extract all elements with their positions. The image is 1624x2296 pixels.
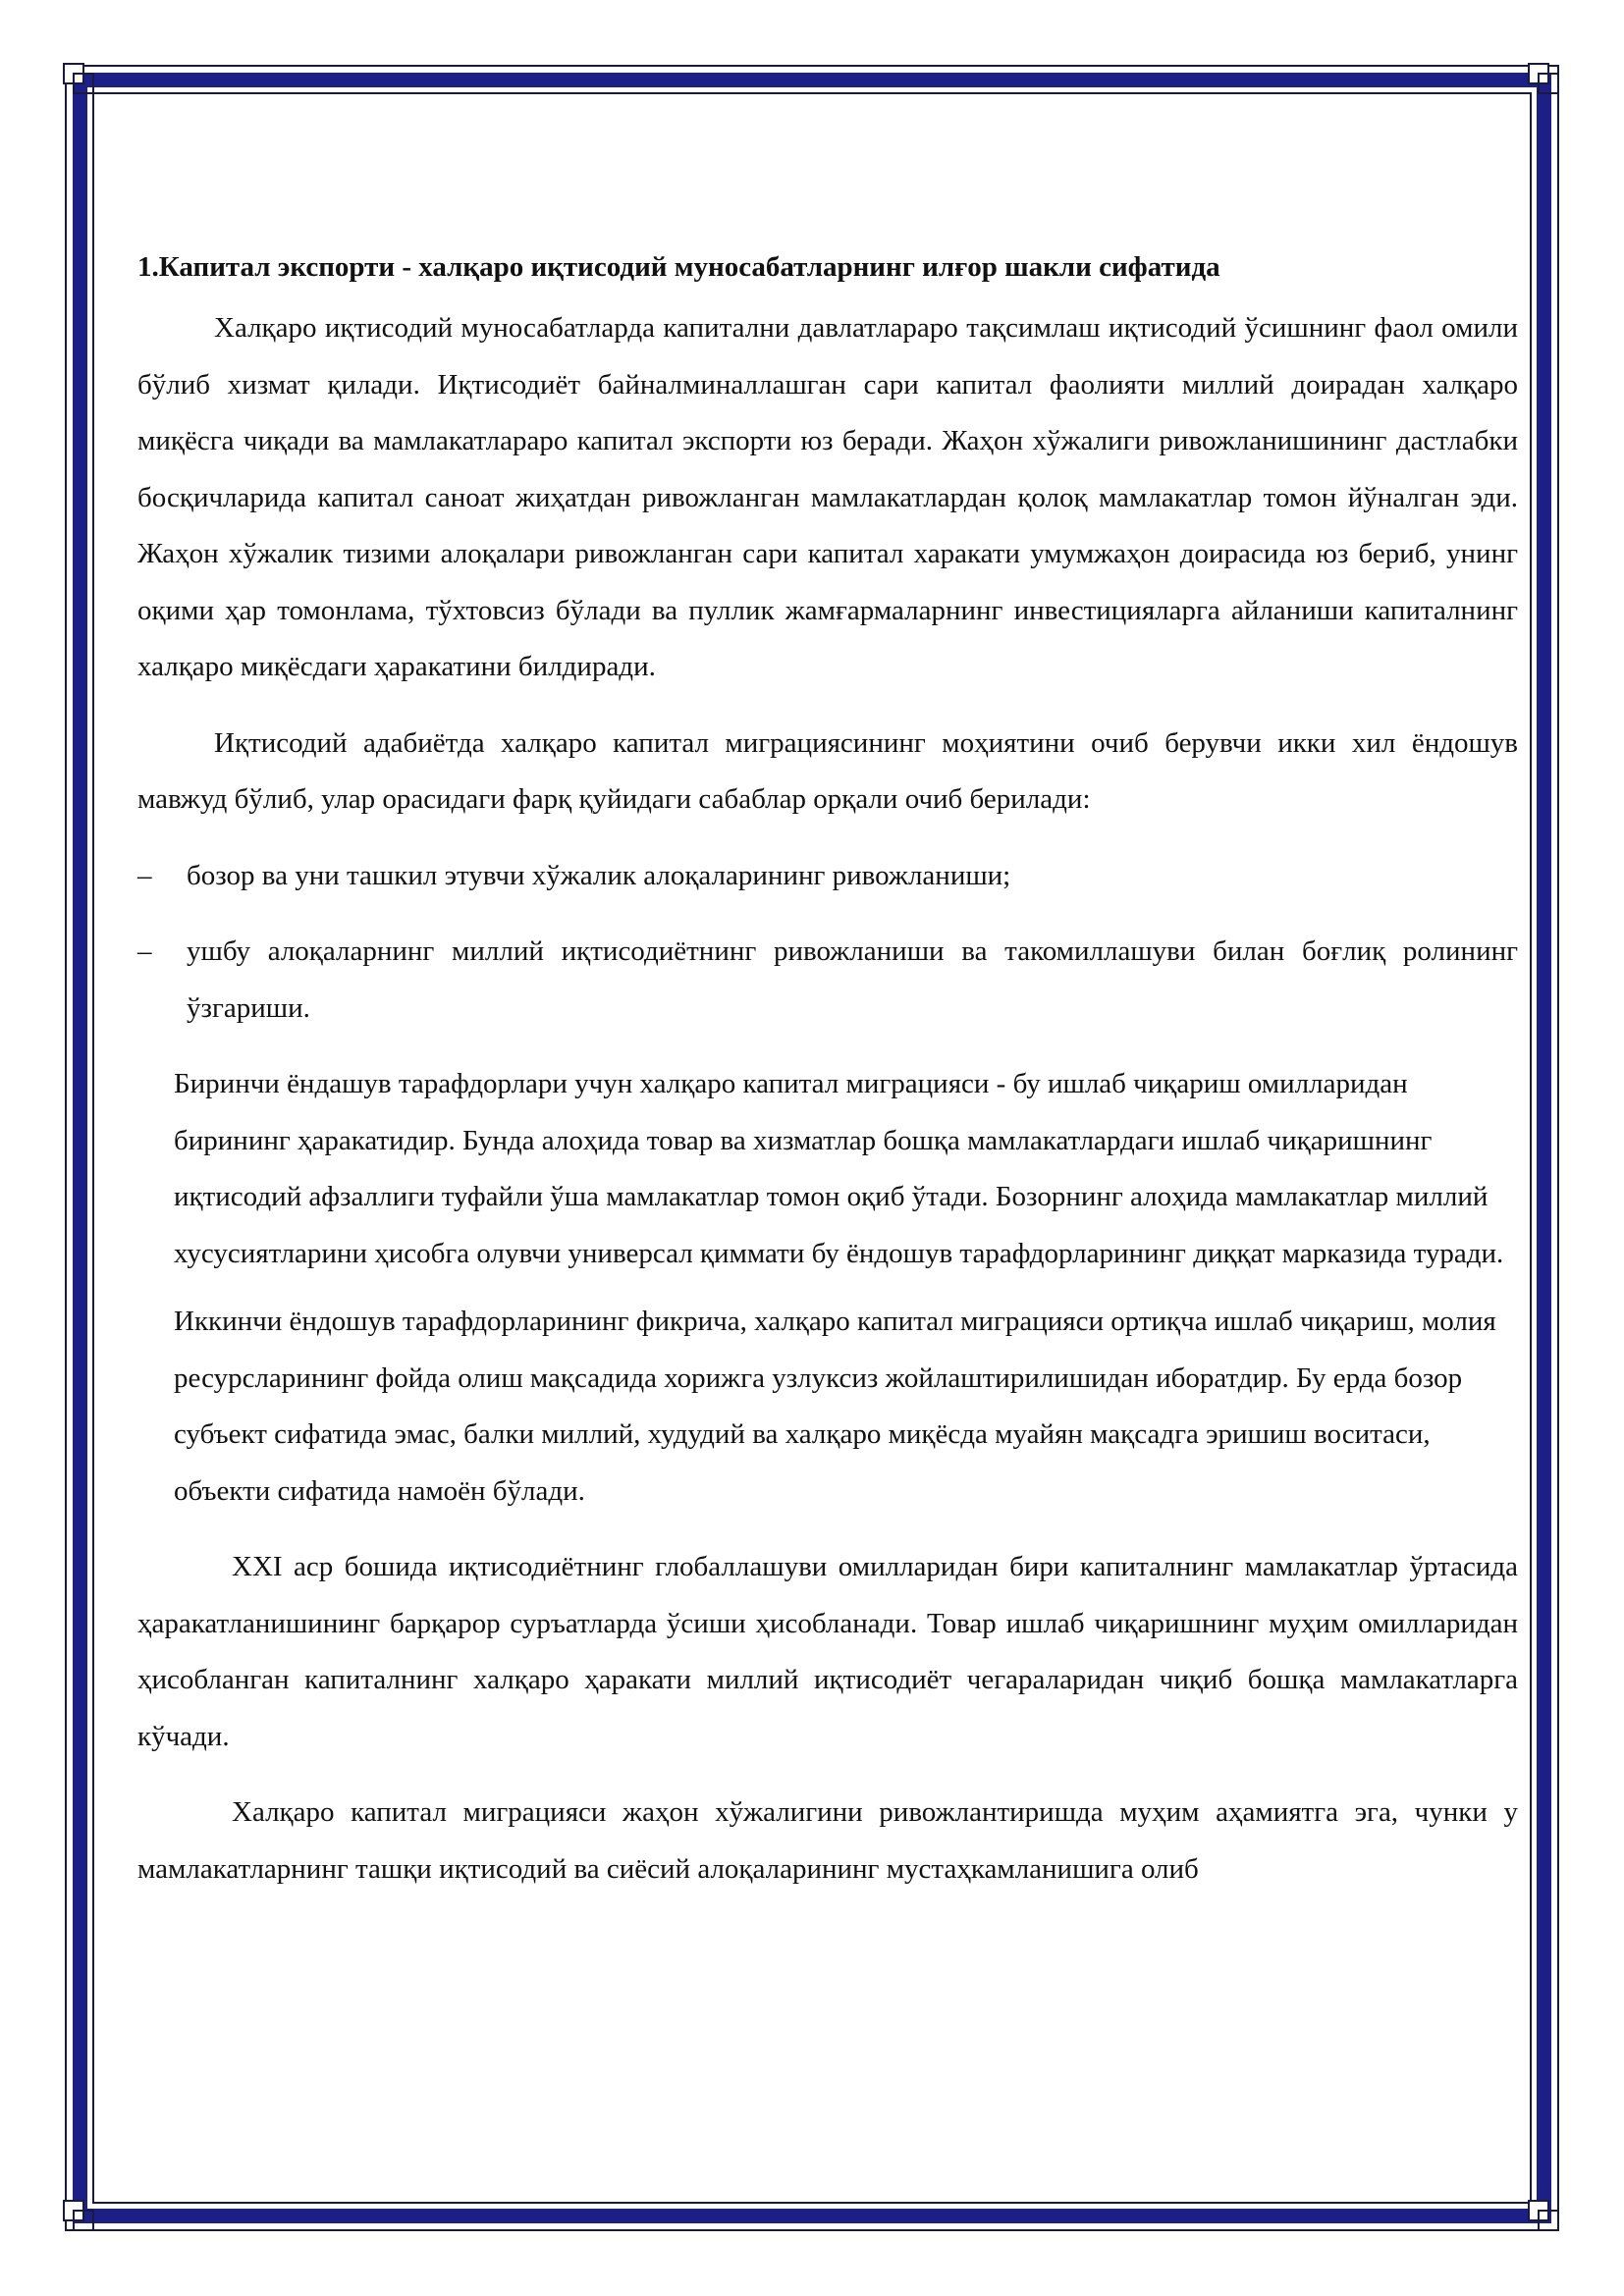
list-item-text: ушбу алоқаларнинг миллий иқтисодиётнинг ривожланиши ва такомиллашуви билан боғлиқ ролининг ўзгариши. bbox=[187, 935, 1518, 1024]
paragraph-5: XXI аср бошида иқтисодиётнинг глобаллашуви омилларидан бири капиталнинг мамлакатлар ўртасида ҳаракатланишининг барқарор суръатларда ўсиши ҳисобланади. Товар ишлаб чиқаришнинг муҳим омилларидан ҳисобланган капиталнинг халқаро ҳаракати миллий иқтисодиёт чегараларидан чиқиб бошқа мамлакатларга кўчади. bbox=[137, 1551, 1518, 1752]
list-item bbox=[137, 848, 1518, 905]
list-item bbox=[137, 924, 1518, 1037]
list-dash: – bbox=[137, 859, 152, 891]
list-dash: – bbox=[137, 935, 152, 967]
paragraph-1: Халқаро иқтисодий муносабатларда капитални давлатлараро тақсимлаш иқтисодий ўсишнинг фаол омили бўлиб хизмат қилади. Иқтисодиёт байналминаллашган сари капитал фаолияти миллий доирадан халқаро миқёсга чиқади ва мамлакатлараро капитал экспорти юз беради. Жаҳон хўжалиги ривожланишининг дастлабки босқичларида капитал саноат жиҳатдан ривожланган мамлакатлардан қолоқ мамлакатлар томон йўналган эди. Жаҳон хўжалик тизими алоқалари ривожланган сари капитал харакати умумжаҳон доирасида юз бериб, унинг оқими ҳар томонлама, тўхтовсиз бўлади ва пуллик жамғармаларнинг инвестицияларга айланиши капиталнинг халқаро миқёсдаги ҳаракатини билдиради. bbox=[137, 312, 1518, 682]
document-body bbox=[137, 245, 1518, 1897]
paragraph-3: Биринчи ёндашув тарафдорлари учун халқаро капитал миграцияси - бу ишлаб чиқариш омилларидан бирининг ҳаракатидир. Бунда алоҳида товар ва хизматлар бошқа мамлакатлардаги ишлаб чиқаришнинг иқтисодий афзаллиги туфайли ўша мамлакатлар томон оқиб ўтади. Бозорнинг алоҳида мамлакатлар миллий хусусиятларини ҳисобга олувчи универсал қиммати бу ёндошув тарафдорларининг диққат марказида туради. bbox=[174, 1068, 1504, 1269]
section-heading: 1.Капитал экспорти - халқаро иқтисодий муносабатларнинг илғор шакли сифатида bbox=[137, 251, 1220, 283]
corner-ornament-bottom-left bbox=[63, 2200, 96, 2233]
corner-ornament-top-left bbox=[63, 63, 96, 96]
list-item-text: бозор ва уни ташкил этувчи хўжалик алоқаларининг ривожланиши; bbox=[187, 859, 1011, 891]
corner-ornament-top-right bbox=[1528, 63, 1561, 96]
paragraph-2: Иқтисодий адабиётда халқаро капитал миграциясининг моҳиятини очиб берувчи икки хил ёндошув мавжуд бўлиб, улар орасидаги фарқ қуйидаги сабаблар орқали очиб берилади: bbox=[137, 726, 1518, 815]
paragraph-4: Иккинчи ёндошув тарафдорларининг фикрича, халқаро капитал миграцияси ортиқча ишлаб чиқариш, молия ресурсларининг фойда олиш мақсадида хорижга узлуксиз жойлаштирилишидан иборатдир. Бу ерда бозор субъект сифатида эмас, балки миллий, худудий ва халқаро миқёсда муайян мақсадга эришиш воситаси, объекти сифатида намоён бўлади. bbox=[174, 1306, 1496, 1507]
corner-ornament-bottom-right bbox=[1528, 2200, 1561, 2233]
paragraph-6: Халқаро капитал миграцияси жаҳон хўжалигини ривожлантиришда муҳим аҳамиятга эга, чунки у мамлакатларнинг ташқи иқтисодий ва сиёсий алоқаларининг мустаҳкамланишига олиб bbox=[137, 1796, 1518, 1885]
